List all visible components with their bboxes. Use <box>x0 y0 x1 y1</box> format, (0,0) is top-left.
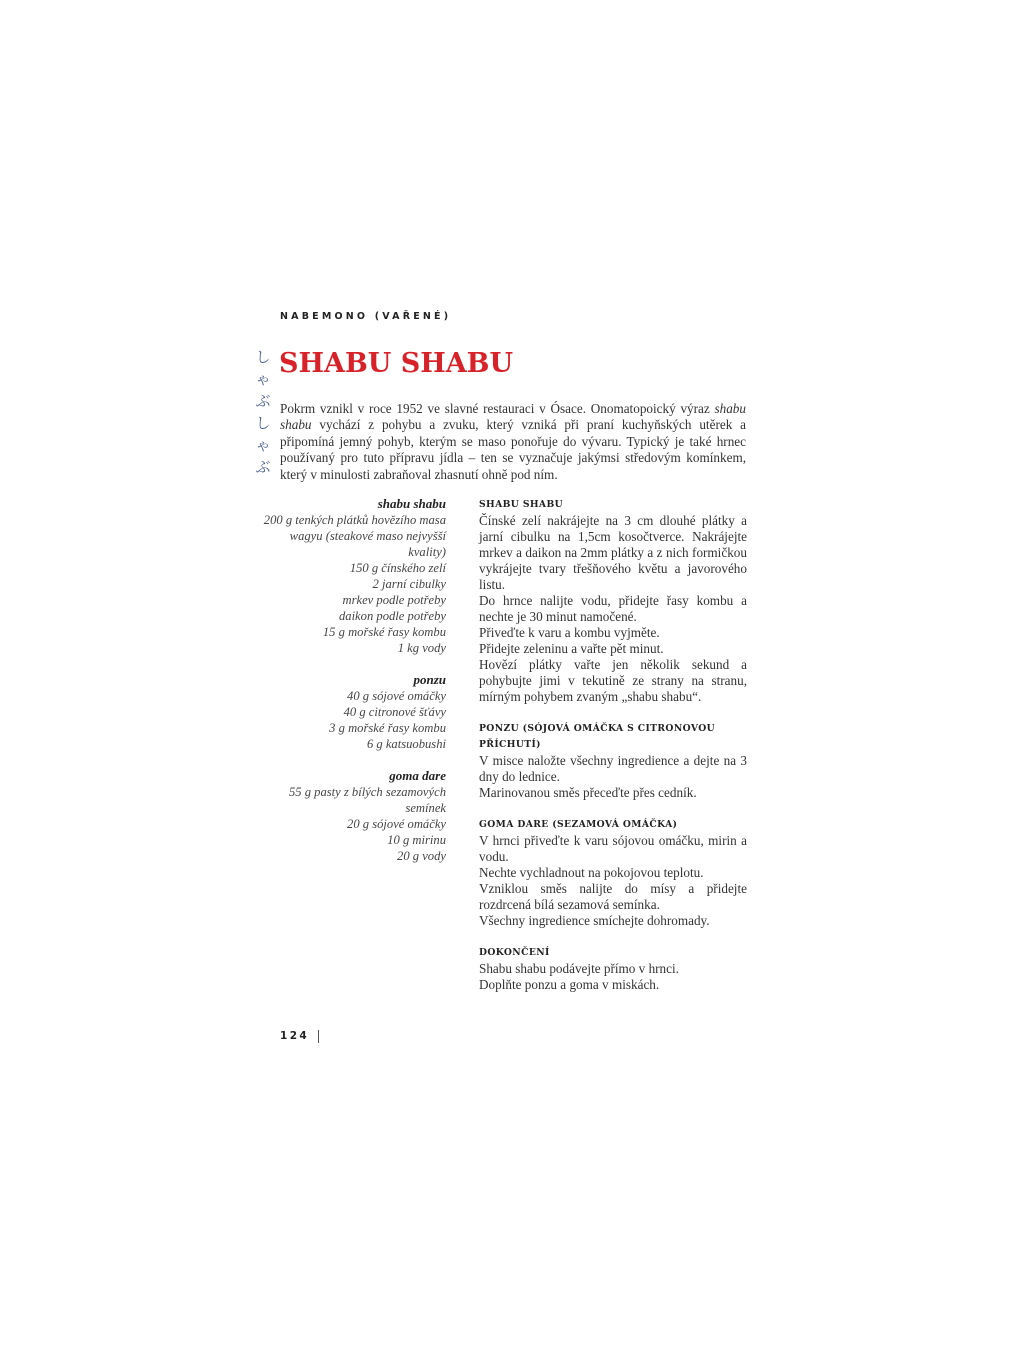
ingredient-item: 1 kg vody <box>397 641 446 655</box>
method-step: Hovězí plátky vařte jen několik sekund a pohybujte jimi v tekutině ze strany na stranu, mírným pohybem zvaným „shabu shabu“. <box>479 657 747 704</box>
ingredient-item: 200 g tenkých plátků hovězího masa wagyu (steakové maso nejvyšší kvality) <box>263 513 446 559</box>
ingredient-item: 55 g pasty z bílých sezamových semínek <box>288 785 446 815</box>
method-section-heading: GOMA DARE (SEZAMOVÁ OMÁČKA) <box>479 819 678 830</box>
ingredient-item: mrkev podle potřeby <box>342 593 446 607</box>
ingredient-item: 20 g sójové omáčky <box>347 817 446 831</box>
ingredient-item: 3 g mořské řasy kombu <box>329 721 446 735</box>
kana-char: ゃ <box>255 370 271 388</box>
vertical-kana <box>254 346 272 478</box>
ingredient-group-heading: shabu shabu <box>377 496 446 511</box>
ingredient-group <box>260 672 446 752</box>
method-step: Přiveďte k varu a kombu vyjměte. <box>479 625 660 640</box>
intro-paragraph <box>280 401 746 483</box>
method-step: Doplňte ponzu a goma v miskách. <box>479 977 660 992</box>
ingredient-item: 150 g čínského zelí <box>349 561 446 575</box>
kana-char: ぶ <box>255 392 271 410</box>
method-step: V misce naložte všechny ingredience a dejte na 3 dny do lednice. <box>479 753 747 784</box>
method-step: Všechny ingredience smíchejte dohromady. <box>479 913 710 928</box>
ingredients-column <box>260 496 446 880</box>
kana-char: し <box>255 348 271 366</box>
intro-emphasis: shabu shabu <box>280 401 746 433</box>
method-step: Přidejte zeleninu a vařte pět minut. <box>479 641 664 656</box>
ingredient-item: 2 jarní cibulky <box>372 577 446 591</box>
ingredient-item: 40 g citronové šťávy <box>343 705 446 719</box>
ingredient-group-heading: goma dare <box>389 768 446 783</box>
ingredient-item: 20 g vody <box>397 849 446 863</box>
kana-char: ぶ <box>255 458 271 476</box>
intro-text-start: Pokrm vznikl v roce 1952 ve slavné restauraci v Ósace. Onomatopoický výraz <box>280 401 715 416</box>
kana-char: ゃ <box>255 436 271 454</box>
ingredient-item: 6 g katsuobushi <box>366 737 446 751</box>
ingredient-item: 10 g mirinu <box>387 833 446 847</box>
method-step: Čínské zelí nakrájejte na 3 cm dlouhé plátky a jarní cibulku na 1,5cm kosočtverce. Nakrájejte mrkev a daikon na 2mm plátky a z nich formičkou vykrájejte tvary třešňového květu a javorového listu. <box>479 513 747 592</box>
ingredient-item: 40 g sójové omáčky <box>347 689 446 703</box>
method-section <box>479 497 747 705</box>
method-section-heading: SHABU SHABU <box>479 499 564 510</box>
ingredient-group <box>260 768 446 864</box>
method-section-heading: PONZU (SÓJOVÁ OMÁČKA S CITRONOVOU PŘÍCHUTÍ) <box>479 723 716 750</box>
method-section <box>479 721 747 801</box>
page-number: 124 <box>280 1030 310 1042</box>
intro-text-end: vychází z pohybu a zvuku, který vzniká při praní kuchyňských utěrek a připomíná jemný pohyb, kterým se maso ponořuje do vývaru. Typický je také hrnec používaný pro tuto přípravu jídla – ten se vyznačuje jakýmsi středovým komínkem, který v minulosti zabraňoval zhasnutí ohně pod ním. <box>280 417 746 482</box>
kana-char: し <box>255 414 271 432</box>
ingredient-item: daikon podle potřeby <box>338 609 446 623</box>
method-column <box>479 497 747 1009</box>
method-step: Marinovanou směs přeceďte přes cedník. <box>479 785 697 800</box>
section-label: NABEMONO (VAŘENÉ) <box>280 311 452 322</box>
method-section-heading: DOKONČENÍ <box>479 947 550 958</box>
ingredient-item: 15 g mořské řasy kombu <box>322 625 446 639</box>
page-number-divider <box>318 1030 319 1043</box>
ingredient-group-heading: ponzu <box>413 672 446 687</box>
method-step: V hrnci přiveďte k varu sójovou omáčku, mirin a vodu. <box>479 833 747 864</box>
method-step: Vzniklou směs nalijte do mísy a přidejte rozdrcená bílá sezamová semínka. <box>479 881 747 912</box>
method-step: Shabu shabu podávejte přímo v hrnci. <box>479 961 679 976</box>
method-section <box>479 945 747 993</box>
recipe-title: SHABU SHABU <box>279 348 514 379</box>
method-step: Nechte vychladnout na pokojovou teplotu. <box>479 865 704 880</box>
method-section <box>479 817 747 929</box>
ingredient-group <box>260 496 446 656</box>
method-step: Do hrnce nalijte vodu, přidejte řasy kombu a nechte je 30 minut namočené. <box>479 593 747 624</box>
